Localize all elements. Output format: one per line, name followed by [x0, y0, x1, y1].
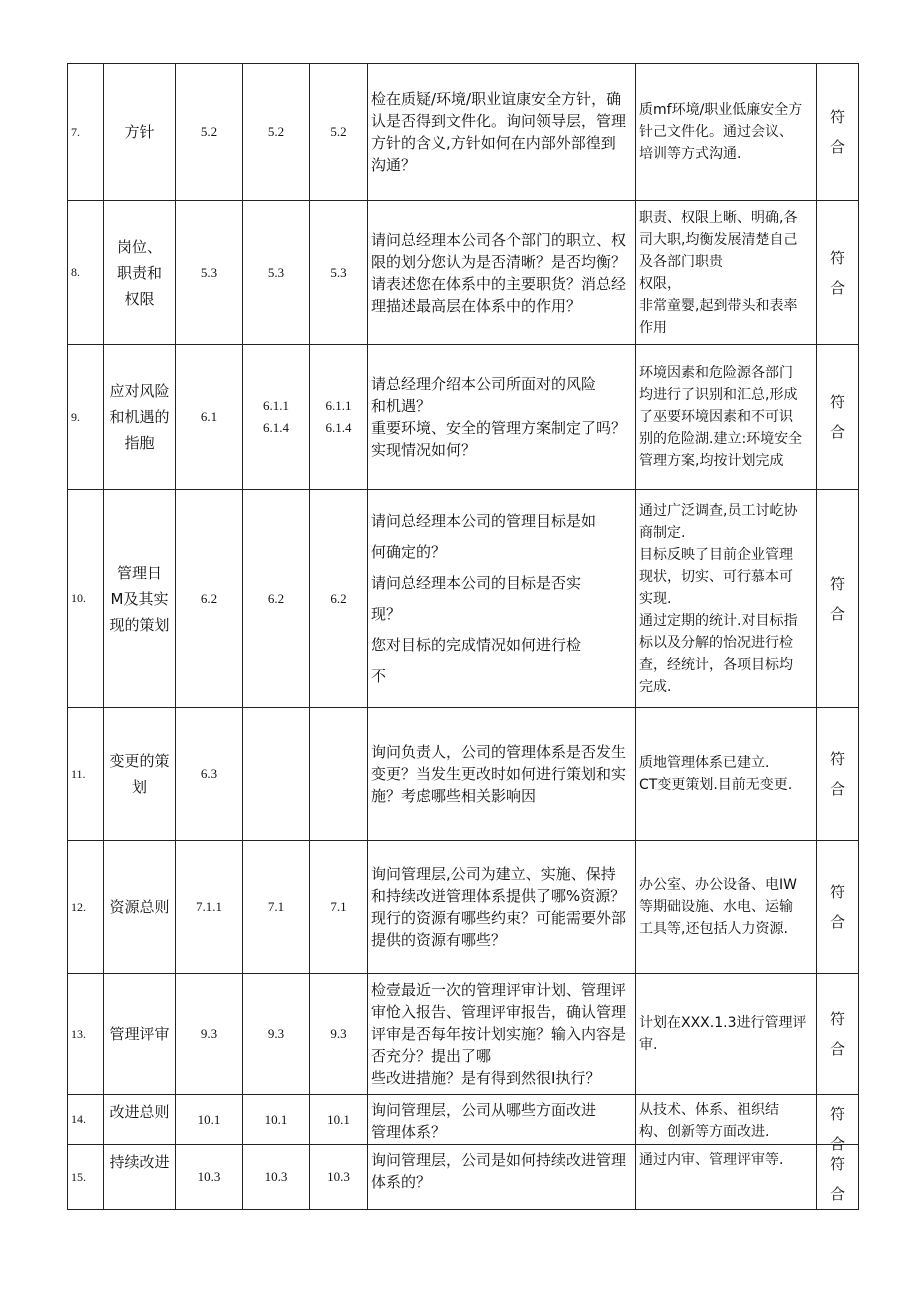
audit-result-cell [817, 708, 859, 841]
audit-evidence-line: 完成. [639, 678, 672, 695]
audit-question-line: 些改进措施？是有得到然很I执行？ [371, 1069, 601, 1087]
audit-result-line: 符 [829, 248, 845, 267]
clause-ref-2-line: 5.3 [267, 264, 285, 280]
clause-ref-3-line: 6.1.1 [325, 398, 352, 413]
audit-evidence-cell [636, 490, 817, 708]
audit-item-cell [104, 974, 176, 1095]
audit-evidence-cell [636, 64, 817, 201]
clause-ref-1-line: 6.3 [200, 766, 218, 781]
table-row [68, 345, 859, 490]
audit-question-line: 认是否得到文件化。询问领导层，管理 [371, 112, 627, 130]
clause-ref-3-line: 5.2 [330, 124, 347, 139]
audit-question-line: 管理体系？ [371, 1123, 447, 1141]
audit-item-cell [104, 1145, 176, 1210]
audit-item-cell [104, 1095, 176, 1145]
audit-question-cell [368, 841, 636, 974]
audit-evidence-line: 标以及分解的怡况进行检 [639, 634, 793, 651]
audit-item-line: 职责和 [116, 263, 162, 282]
clause-ref-3-cell [310, 490, 368, 708]
audit-result-line: 合 [829, 1185, 845, 1203]
audit-question-line: 否充分？提出了哪 [371, 1047, 492, 1065]
audit-question-line: 询问管理层，公司从哪些方面改进 [371, 1101, 597, 1119]
clause-ref-2-line: 6.2 [267, 590, 285, 606]
audit-evidence-line: 等期础设施、水电、运输 [639, 899, 793, 915]
audit-result-line: 合 [829, 1040, 845, 1058]
clause-ref-2-cell [243, 490, 310, 708]
audit-question-cell [368, 708, 636, 841]
audit-evidence-cell [636, 841, 817, 974]
audit-question-cell [368, 1095, 636, 1145]
audit-question-line: 方针的含义,方针如何在内部外部徨到 [371, 134, 616, 152]
clause-ref-3-line: 5.3 [330, 264, 347, 280]
clause-ref-3-line: 9.3 [330, 1026, 347, 1041]
audit-result-line: 合 [829, 1135, 845, 1153]
audit-evidence-line: 工具等,还包括人力资源. [639, 921, 788, 937]
audit-evidence-line: 从技术、体系、祖织结 [639, 1102, 779, 1118]
audit-evidence-cell [636, 708, 817, 841]
clause-ref-2-cell [243, 345, 310, 490]
clause-ref-2-line: 6.1.1 [263, 398, 289, 413]
table-row [68, 841, 859, 974]
audit-evidence-line: 质地管理体系已建立. [639, 755, 770, 771]
clause-ref-3-cell [310, 64, 368, 201]
clause-ref-1-line: 10.1 [197, 1111, 221, 1127]
audit-question-line: 请问总经理本公司的目标是否实 [371, 573, 582, 592]
audit-item-line: 和机遇的 [109, 408, 170, 426]
clause-ref-1-cell [176, 201, 243, 345]
clause-ref-1-line: 6.2 [200, 590, 218, 606]
audit-question-line: 和机遇？ [371, 397, 432, 415]
audit-result-line: 合 [829, 604, 845, 623]
clause-ref-2-cell [243, 201, 310, 345]
audit-evidence-line: 审. [639, 1037, 658, 1053]
clause-ref-3-cell [310, 974, 368, 1095]
audit-question-line: 您对目标的完成情况如何进行检 [371, 635, 582, 654]
audit-evidence-cell [636, 345, 817, 490]
audit-result-line: 符 [829, 1010, 845, 1028]
audit-item-cell [104, 841, 176, 974]
audit-result-cell [817, 974, 859, 1095]
audit-result-line: 合 [829, 913, 845, 931]
clause-ref-1-line: 10.3 [197, 1169, 221, 1184]
clause-ref-2-line: 5.2 [267, 124, 285, 139]
audit-question-line: 理描述最高层在体系中的作用？ [371, 296, 582, 315]
audit-evidence-line: 质mf环境/职业低廉安全方 [639, 102, 803, 118]
audit-evidence-line: 计划在XXX.1.3进行管理评 [639, 1015, 807, 1031]
clause-ref-2-cell [243, 1095, 310, 1145]
table-body [68, 64, 859, 1210]
audit-question-cell [368, 1145, 636, 1210]
audit-result-line: 符 [829, 108, 845, 126]
audit-evidence-line: 商制定. [639, 524, 686, 541]
audit-evidence-line: 针己文件化。通过会议、 [639, 124, 793, 140]
audit-result-line: 合 [829, 138, 845, 156]
clause-ref-3-line: 10.3 [327, 1169, 350, 1184]
audit-item-cell [104, 708, 176, 841]
audit-question-line: 检壹最近一次的管理评审计划、管理评 [371, 981, 627, 999]
clause-ref-1-line: 5.3 [200, 264, 218, 280]
audit-result-cell [817, 345, 859, 490]
clause-ref-1-cell [176, 1145, 243, 1210]
audit-question-line: 检在质疑/环境/职业谊康安全方针，确 [371, 90, 622, 108]
audit-question-line: 沟通？ [371, 156, 417, 174]
audit-result-cell [817, 64, 859, 201]
table-row [68, 1145, 859, 1210]
row-number-cell: 10. [68, 490, 104, 708]
audit-result-line: 合 [829, 423, 845, 441]
clause-ref-1-cell [176, 974, 243, 1095]
clause-ref-1-line: 6.1 [200, 409, 218, 424]
clause-ref-3-cell [310, 841, 368, 974]
clause-ref-3-cell [310, 1145, 368, 1210]
row-number-cell: 7. [68, 64, 104, 201]
audit-item-line: 方针 [124, 123, 155, 141]
clause-ref-1-cell [176, 841, 243, 974]
audit-item-line: 变更的策 [109, 752, 170, 770]
audit-evidence-line: 目标反映了目前企业管理 [639, 546, 793, 563]
audit-question-line: 实现情况如何？ [371, 441, 477, 459]
audit-evidence-line: 通过定期的统计.对目标指 [639, 612, 798, 629]
clause-ref-3-line: 6.1.4 [325, 420, 352, 435]
clause-ref-3-cell [310, 708, 368, 841]
clause-ref-1-line: 7.1.1 [196, 899, 222, 914]
clause-ref-1-line: 9.3 [200, 1026, 218, 1041]
audit-item-line: 现的策划 [109, 615, 170, 634]
clause-ref-2-line: 10.1 [264, 1111, 288, 1127]
audit-evidence-cell [636, 974, 817, 1095]
audit-item-line: 指胞 [124, 434, 155, 452]
audit-question-cell [368, 64, 636, 201]
table-row [68, 974, 859, 1095]
audit-item-cell [104, 64, 176, 201]
audit-item-line: M及其实 [110, 589, 169, 608]
clause-ref-1-cell [176, 708, 243, 841]
row-number-cell: 13. [68, 974, 104, 1095]
audit-evidence-line: 司大职,均衡发展清楚自己 [639, 231, 798, 248]
audit-question-line: 请问总经理本公司的管理目标是如 [371, 511, 597, 530]
audit-question-line: 何确定的？ [371, 542, 447, 561]
audit-evidence-line: 通过广泛调查,员工讨屹协 [639, 502, 798, 519]
audit-question-line: 现行的资源有哪些约束？可能需要外部 [371, 909, 627, 927]
audit-question-line: 提供的资源有哪些？ [371, 931, 507, 949]
audit-evidence-line: 办公室、办公设备、电IW [639, 877, 797, 893]
audit-result-line: 符 [829, 1105, 845, 1123]
audit-evidence-line: 了巫要环境因素和不可识 [639, 409, 793, 425]
row-number-cell: 8. [68, 201, 104, 345]
audit-question-line: 重要环境、安全的管理方案制定了吗？ [371, 419, 627, 437]
clause-ref-2-cell [243, 708, 310, 841]
clause-ref-2-cell [243, 1145, 310, 1210]
clause-ref-2-cell [243, 64, 310, 201]
audit-result-cell [817, 1145, 859, 1210]
audit-result-line: 合 [829, 780, 845, 798]
row-number-cell: 12. [68, 841, 104, 974]
audit-result-cell [817, 490, 859, 708]
audit-question-cell [368, 201, 636, 345]
clause-ref-3-line: 10.1 [327, 1111, 350, 1127]
clause-ref-1-cell [176, 1095, 243, 1145]
audit-result-line: 符 [829, 750, 845, 768]
audit-result-line: 符 [829, 574, 845, 593]
audit-item-line: 权限 [124, 289, 155, 308]
audit-question-line: 变更？当发生更改时如何进行策划和实 [371, 765, 627, 783]
audit-evidence-line: 职责、权限上晰、明确,各 [639, 209, 798, 226]
audit-evidence-line: 别的危险湖.建立:环境安全 [639, 431, 803, 447]
clause-ref-3-line: 7.1 [330, 899, 347, 914]
audit-question-line: 限的划分您认为是否清晰？是否均衡？ [371, 252, 627, 271]
audit-evidence-line: 权限， [639, 275, 681, 292]
clause-ref-2-line: 6.1.4 [263, 420, 289, 435]
audit-item-line: 持续改进 [109, 1153, 170, 1171]
table-row [68, 1095, 859, 1145]
audit-question-line: 和持续改迸管理体系提供了哪%资源？ [371, 887, 626, 905]
clause-ref-2-line: 7.1 [267, 899, 285, 914]
audit-evidence-line: 现状，切实、可行慕本可 [639, 568, 793, 585]
clause-ref-1-cell [176, 490, 243, 708]
audit-question-cell [368, 974, 636, 1095]
audit-result-line: 符 [829, 393, 845, 411]
audit-item-cell [104, 345, 176, 490]
audit-question-cell [368, 345, 636, 490]
audit-evidence-line: 均进行了识别和汇总,形成 [639, 387, 798, 403]
table-row [68, 201, 859, 345]
audit-evidence-line: 实现. [639, 590, 672, 607]
audit-evidence-cell [636, 1095, 817, 1145]
audit-evidence-line: 作用 [639, 319, 667, 336]
clause-ref-3-cell [310, 345, 368, 490]
audit-result-cell [817, 841, 859, 974]
audit-item-line: 改进总则 [109, 1103, 170, 1121]
row-number-cell: 14. [68, 1095, 104, 1145]
audit-question-line: 不 [371, 666, 387, 685]
audit-item-line: 划 [131, 778, 147, 796]
clause-ref-2-cell [243, 841, 310, 974]
table-row [68, 64, 859, 201]
audit-question-line: 审怆入报告、管理评审报告，确认管理 [371, 1003, 627, 1021]
audit-evidence-line: CT变更策划.目前无变更. [639, 777, 793, 793]
audit-evidence-line: 非常童婴,起到带头和表率 [639, 297, 798, 314]
audit-evidence-cell [636, 1145, 817, 1210]
audit-result-line: 合 [829, 278, 845, 297]
audit-question-line: 施？考虑哪些相关影响因 [371, 787, 537, 805]
clause-ref-3-cell [310, 1095, 368, 1145]
audit-evidence-line: 环境因素和危险源各部门 [639, 365, 793, 381]
audit-question-line: 请表述您在体系中的主要职货？消总经 [371, 274, 627, 293]
audit-evidence-line: 构、创新等方面改进. [639, 1124, 770, 1140]
audit-item-cell [104, 490, 176, 708]
audit-item-line: 管理评审 [109, 1025, 170, 1043]
audit-result-cell [817, 1095, 859, 1153]
audit-item-line: 岗位、 [116, 237, 162, 256]
audit-evidence-line: 通过内审、管理评审等. [639, 1152, 784, 1168]
audit-result-cell [817, 201, 859, 345]
clause-ref-3-line: 6.2 [330, 590, 347, 606]
audit-question-line: 评审是否每年按计划实施？输入内容是 [371, 1025, 627, 1043]
clause-ref-2-line: 9.3 [267, 1026, 285, 1041]
clause-ref-3-cell [310, 201, 368, 345]
table-row [68, 708, 859, 841]
row-number-cell: 11. [68, 708, 104, 841]
clause-ref-2-cell [243, 974, 310, 1095]
clause-ref-1-cell [176, 345, 243, 490]
audit-evidence-line: 培训等方式沟通. [639, 146, 742, 162]
audit-question-line: 询问负责人，公司的管理体系是否发生 [371, 743, 627, 761]
audit-result-line: 符 [829, 1155, 845, 1173]
audit-question-line: 请总经理介绍本公司所面对的风险 [371, 375, 597, 393]
audit-question-line: 询问管理层，公司是如何持续改进管理 [371, 1151, 627, 1169]
clause-ref-1-cell [176, 64, 243, 201]
audit-question-line: 现？ [371, 604, 402, 623]
audit-result-line: 符 [829, 883, 845, 901]
audit-checklist-table [67, 63, 859, 1210]
audit-question-line: 询问管理层,公司为建立、实施、保持 [371, 865, 616, 883]
audit-item-cell [104, 201, 176, 345]
audit-evidence-line: 及各部门职贵 [639, 253, 723, 270]
audit-item-line: 管理日 [116, 563, 162, 582]
clause-ref-2-line: 10.3 [264, 1169, 288, 1184]
audit-item-line: 应对风险 [109, 382, 170, 400]
row-number-cell: 15. [68, 1145, 104, 1210]
audit-evidence-cell [636, 201, 817, 345]
row-number-cell: 9. [68, 345, 104, 490]
audit-item-line: 资源总则 [109, 898, 170, 916]
audit-evidence-line: 查，经统计，各项目标均 [639, 656, 793, 673]
audit-question-line: 请问总经理本公司各个部门的职立、权 [371, 230, 627, 249]
audit-question-line: 体系的？ [371, 1173, 432, 1191]
audit-evidence-line: 管理方案,均按计划完成 [639, 453, 784, 469]
table-row [68, 490, 859, 708]
clause-ref-1-line: 5.2 [200, 124, 218, 139]
audit-question-cell [368, 490, 636, 708]
